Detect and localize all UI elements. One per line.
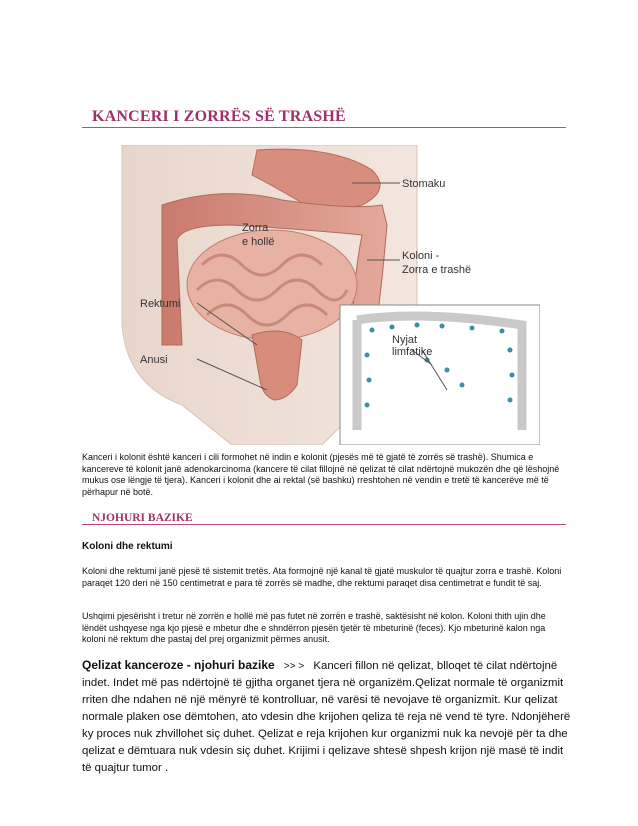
label-small-intestine-1: Zorra	[242, 222, 269, 234]
colon-heading: Koloni dhe rektumi	[82, 541, 173, 552]
title-rule	[82, 127, 566, 128]
cancer-cells-paragraph	[82, 657, 572, 777]
digestion-paragraph: Ushqimi pjesërisht i tretur në zorrën e hollë më pas futet në zorrën e trashë, saktësisht në kolon. Koloni thith ujin dhe lëndët ushqyese nga kjo pjesë e mbetur dhe e shndërron pjesën tjetër të mbeturinë (feces). Kjo mbeturinë kalon nga koloni në rektum dhe pastaj del prej organizmit përmes anusit.	[82, 611, 546, 644]
label-stomach: Stomaku	[402, 178, 446, 190]
label-small-intestine-2: e hollë	[242, 236, 275, 248]
anatomy-illustration	[82, 145, 540, 445]
label-colon-1: Koloni -	[402, 250, 440, 262]
label-lymph-1: Nyjat	[392, 334, 418, 346]
cells-arrows: >> >	[283, 661, 305, 672]
colon-paragraph: Koloni dhe rektumi janë pjesë të sistemit tretës. Ata formojnë një kanal të gjatë muskulor të quajtur zorra e trashë. Koloni paraqet 120 deri në 150 centimetrat e para të zorrës së madhe, dhe rektumi paraqet disa centimetrat e fundit të saj.	[82, 566, 562, 588]
section-rule	[82, 524, 566, 525]
page-title: KANCERI I ZORRËS SË TRASHË	[92, 108, 346, 125]
section-title: NJOHURI BAZIKE	[92, 512, 193, 524]
label-lymph-2: limfatike	[392, 346, 433, 358]
label-anus: Anusi	[140, 354, 168, 366]
cells-text: Kanceri fillon në qelizat, blloqet të cilat ndërtojnë indet. Indet më pas ndërtojnë të gjitha organet tjera në organizëm.Qelizat normale të organizmit rriten dhe ndahen në një mënyrë të kontrolluar, në varësi të nevojave të organizmit. Kur qelizat normale plaken ose dëmtohen, ato vdesin dhe krijohen qeliza të reja në vend të tyre. Ndonjëherë ky proces nuk zhvillohet siç duhet. Qelizat e reja krijohen kur organizmi nuk ka nevojë për ta dhe qelizat e dëmtuara nuk vdesin siç duhet. Krijimi i qelizave shtesë shpesh krijon një masë të indit të quajtur tumor .	[82, 660, 571, 774]
cells-lead: Qelizat kanceroze - njohuri bazike	[82, 658, 275, 672]
label-rectum: Rektumi	[140, 298, 181, 310]
intro-paragraph: Kanceri i kolonit është kanceri i cili formohet në indin e kolonit (pjesës më të gjatë të zorrës së trashë). Shumica e kancereve të kolonit janë adenokarcinoma (kancere të cilat fillojnë në qelizat të cilat ndërtojnë mukozën dhe që lëshojnë mukus ose lëngje të tjera). Kanceri i kolonit dhe ai rektal (së bashku) rreshtohen në vendin e tretë të kancerëve më të përhapur në botë.	[82, 452, 560, 497]
label-colon-2: Zorra e trashë	[402, 264, 472, 276]
